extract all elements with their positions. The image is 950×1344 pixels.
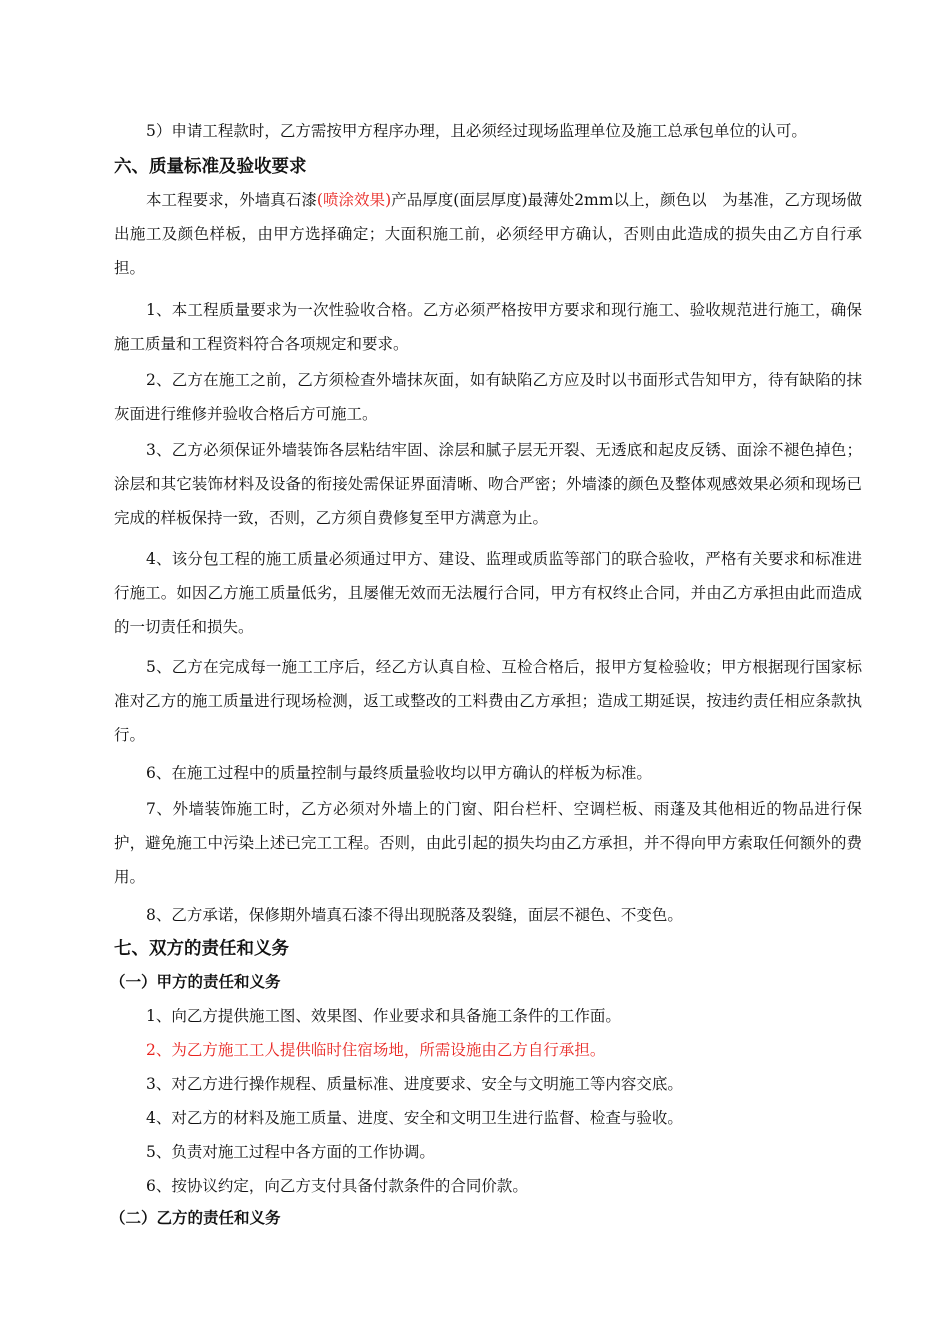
party-a-item-2: 2、为乙方施工工人提供临时住宿场地，所需设施由乙方自行承担。 [146, 1041, 606, 1059]
section-6-intro [114, 183, 862, 285]
intro-text-2: 产品厚度(面层厚度)最薄处2mm以上，颜色以 为基准，乙方现场做出施工及颜色样板，由甲方选择确定；大面积施工前，必须经甲方确认，否则由此造成的损失由乙方自行承担。 [114, 191, 862, 277]
quality-item-3: 3、乙方必须保证外墙装饰各层粘结牢固、涂层和腻子层无开裂、无透底和起皮反锈、面涂不褪色掉色；涂层和其它装饰材料及设备的衔接处需保证界面清晰、吻合严密；外墙漆的颜色及整体观感效果必须和现场已完成的样板保持一致，否则，乙方须自费修复至甲方满意为止。 [114, 441, 862, 527]
intro-text-1: 本工程要求，外墙真石漆 [146, 191, 317, 209]
intro-red-spray-effect: (喷涂效果) [316, 191, 392, 209]
quality-item-1: 1、本工程质量要求为一次性验收合格。乙方必须严格按甲方要求和现行施工、验收规范进行施工，确保施工质量和工程资料符合各项规定和要求。 [114, 301, 862, 353]
quality-item-4: 4、该分包工程的施工质量必须通过甲方、建设、监理或质监等部门的联合验收，严格有关要求和标准进行施工。如因乙方施工质量低劣，且屡催无效而无法履行合同，甲方有权终止合同，并由乙方承担由此而造成的一切责任和损失。 [114, 550, 862, 636]
quality-item-5: 5、乙方在完成每一施工工序后，经乙方认真自检、互检合格后，报甲方复检验收；甲方根据现行国家标准对乙方的施工质量进行现场检测，返工或整改的工料费由乙方承担；造成工期延误，按违约责任相应条款执行。 [114, 658, 862, 744]
section-6-heading: 六、质量标准及验收要求 [114, 157, 307, 177]
payment-item-5: 5）申请工程款时，乙方需按甲方程序办理，且必须经过现场监理单位及施工总承包单位的认可。 [146, 122, 807, 140]
party-a-subheading: （一）甲方的责任和义务 [110, 973, 281, 991]
party-a-item-6: 6、按协议约定，向乙方支付具备付款条件的合同价款。 [146, 1177, 528, 1195]
quality-item-2: 2、乙方在施工之前，乙方须检查外墙抹灰面，如有缺陷乙方应及时以书面形式告知甲方，待有缺陷的抹灰面进行维修并验收合格后方可施工。 [114, 371, 862, 423]
party-a-item-5: 5、负责对施工过程中各方面的工作协调。 [146, 1143, 435, 1161]
quality-item-7: 7、外墙装饰施工时，乙方必须对外墙上的门窗、阳台栏杆、空调栏板、雨蓬及其他相近的物品进行保护，避免施工中污染上述已完工工程。否则，由此引起的损失均由乙方承担，并不得向甲方索取任何额外的费用。 [114, 800, 862, 886]
party-a-item-1: 1、向乙方提供施工图、效果图、作业要求和具备施工条件的工作面。 [146, 1007, 621, 1025]
quality-item-6: 6、在施工过程中的质量控制与最终质量验收均以甲方确认的样板为标准。 [146, 764, 652, 782]
party-a-item-4: 4、对乙方的材料及施工质量、进度、安全和文明卫生进行监督、检查与验收。 [146, 1109, 683, 1127]
section-7-heading: 七、双方的责任和义务 [114, 939, 289, 959]
quality-item-8: 8、乙方承诺，保修期外墙真石漆不得出现脱落及裂缝，面层不褪色、不变色。 [146, 906, 683, 924]
party-a-item-3: 3、对乙方进行操作规程、质量标准、进度要求、安全与文明施工等内容交底。 [146, 1075, 683, 1093]
party-b-subheading: （二）乙方的责任和义务 [110, 1209, 281, 1227]
